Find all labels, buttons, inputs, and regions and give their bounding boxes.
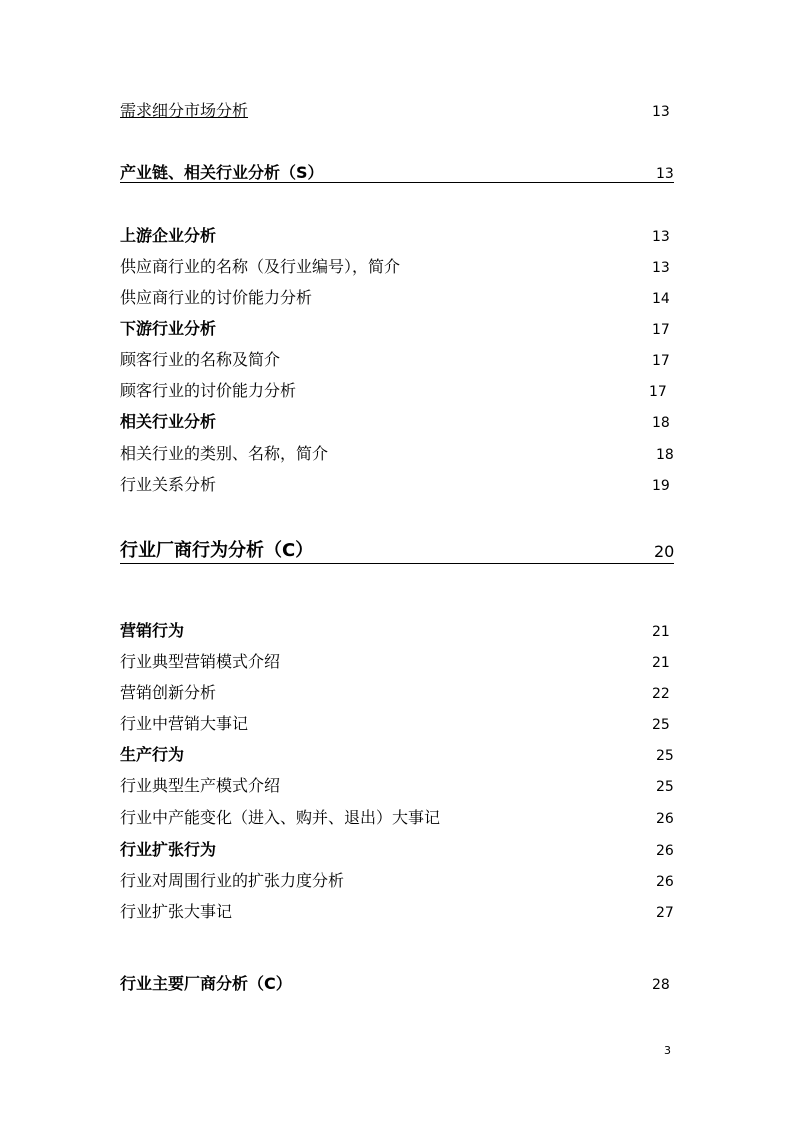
toc-section-heading[interactable] xyxy=(0,970,794,1000)
toc-entry-page: 25 xyxy=(652,717,670,733)
toc-entry-page: 18 xyxy=(656,447,674,463)
toc-entry[interactable] xyxy=(0,346,794,376)
toc-entry-page: 21 xyxy=(652,655,670,671)
toc-entry-title[interactable]: 顾客行业的名称及简介 xyxy=(120,350,281,369)
toc-entry-page: 25 xyxy=(656,779,674,795)
toc-entry-page: 14 xyxy=(652,291,670,307)
toc-entry-title[interactable]: 行业典型生产模式介绍 xyxy=(120,776,281,795)
toc-entry-title[interactable]: 需求细分市场分析 xyxy=(120,101,249,120)
toc-entry[interactable] xyxy=(0,377,794,407)
toc-entry[interactable] xyxy=(0,284,794,314)
toc-entry-title[interactable]: 行业典型营销模式介绍 xyxy=(120,652,281,671)
toc-entry-page: 13 xyxy=(652,260,670,276)
toc-entry[interactable] xyxy=(0,804,794,834)
toc-entry-title[interactable]: 顾客行业的讨价能力分析 xyxy=(120,381,297,400)
section-underline xyxy=(120,182,674,183)
toc-entry-title[interactable]: 行业扩张大事记 xyxy=(120,902,233,921)
toc-entry[interactable] xyxy=(0,222,794,252)
toc-entry[interactable] xyxy=(0,97,794,127)
toc-entry-page: 25 xyxy=(656,748,674,764)
toc-entry[interactable] xyxy=(0,648,794,678)
toc-entry[interactable] xyxy=(0,679,794,709)
toc-entry-title[interactable]: 行业主要厂商分析（C） xyxy=(120,974,292,993)
toc-entry[interactable] xyxy=(0,836,794,866)
toc-entry-page: 13 xyxy=(652,229,670,245)
toc-entry-page: 17 xyxy=(649,384,667,400)
toc-entry-page: 26 xyxy=(656,811,674,827)
toc-entry[interactable] xyxy=(0,471,794,501)
toc-section-heading[interactable] xyxy=(0,159,794,189)
toc-entry-page: 27 xyxy=(656,905,674,921)
toc-entry[interactable] xyxy=(0,617,794,647)
toc-entry-page: 22 xyxy=(652,686,670,702)
toc-entry-title[interactable]: 行业厂商行为分析（C） xyxy=(120,540,314,561)
toc-entry-title[interactable]: 行业扩张行为 xyxy=(120,840,217,859)
toc-entry-title[interactable]: 下游行业分析 xyxy=(120,319,217,338)
toc-entry-page: 26 xyxy=(656,843,674,859)
toc-entry-title[interactable]: 生产行为 xyxy=(120,745,185,764)
toc-entry-page: 26 xyxy=(656,874,674,890)
toc-entry[interactable] xyxy=(0,315,794,345)
toc-entry-title[interactable]: 供应商行业的名称（及行业编号），简介 xyxy=(120,257,401,276)
toc-entry-title[interactable]: 行业中产能变化（进入、购并、退出）大事记 xyxy=(120,808,441,827)
toc-entry-page: 21 xyxy=(652,624,670,640)
toc-entry-page: 20 xyxy=(654,542,675,561)
toc-entry-page: 28 xyxy=(652,977,670,993)
toc-entry[interactable] xyxy=(0,867,794,897)
toc-entry-title[interactable]: 相关行业的类别、名称，简介 xyxy=(120,444,329,463)
toc-entry-page: 19 xyxy=(652,478,670,494)
toc-entry[interactable] xyxy=(0,408,794,438)
toc-entry-page: 13 xyxy=(656,166,674,182)
page-number: 3 xyxy=(664,1044,671,1057)
toc-entry-title[interactable]: 相关行业分析 xyxy=(120,412,217,431)
chapter-underline xyxy=(120,563,674,564)
toc-entry-title[interactable]: 上游企业分析 xyxy=(120,226,217,245)
toc-entry-title[interactable]: 行业对周围行业的扩张力度分析 xyxy=(120,871,345,890)
toc-entry-page: 17 xyxy=(652,322,670,338)
toc-entry-title[interactable]: 行业中营销大事记 xyxy=(120,714,249,733)
toc-entry-page: 18 xyxy=(652,415,670,431)
toc-entry-page: 13 xyxy=(652,104,670,120)
toc-entry-title[interactable]: 产业链、相关行业分析（S） xyxy=(120,163,324,182)
toc-entry[interactable] xyxy=(0,253,794,283)
toc-entry-title[interactable]: 营销行为 xyxy=(120,621,185,640)
toc-entry-title[interactable]: 行业关系分析 xyxy=(120,475,217,494)
toc-entry-title[interactable]: 供应商行业的讨价能力分析 xyxy=(120,288,313,307)
toc-entry[interactable] xyxy=(0,710,794,740)
toc-entry-page: 17 xyxy=(652,353,670,369)
toc-entry[interactable] xyxy=(0,440,794,470)
toc-entry[interactable] xyxy=(0,898,794,928)
toc-entry[interactable] xyxy=(0,741,794,771)
toc-entry-title[interactable]: 营销创新分析 xyxy=(120,683,217,702)
toc-entry[interactable] xyxy=(0,772,794,802)
